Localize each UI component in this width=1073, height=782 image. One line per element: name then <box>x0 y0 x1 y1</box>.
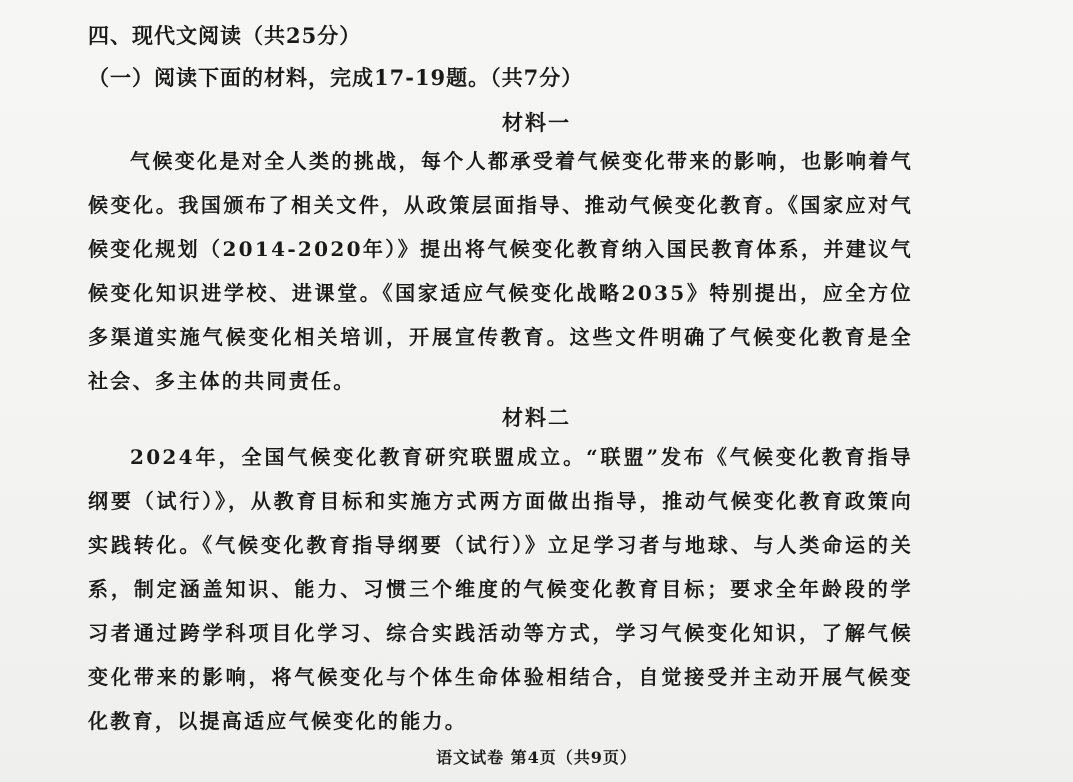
section-title: 四、现代文阅读（共25分） <box>88 23 362 48</box>
page-footer: 语文试卷 第4页（共9页） <box>436 748 637 767</box>
question-instruction: （一）阅读下面的材料，完成17-19题。（共7分） <box>88 65 584 90</box>
material-one-heading: 材料一 <box>502 110 571 135</box>
material-two-paragraph: 2024年，全国气候变化教育研究联盟成立。“联盟”发布《气候变化教育指导纲要（试行）》，从教育目标和实施方式两方面做出指导，推动气候变化教育政策向实践转化。《气候变化教育指导纲要（试行）》立足学习者与地球、与人类命运的关系，制定涵盖知识、能力、习惯三个维度的气候变化教育目标；要求全年龄段的学习者通过跨学科项目化学习、综合实践活动等方式，学习气候变化知识，了解气候变化带来的影响，将气候变化与个体生命体验相结合，自觉接受并主动开展气候变化教育，以提高适应气候变化的能力。 <box>88 445 913 733</box>
material-one-paragraph: 气候变化是对全人类的挑战，每个人都承受着气候变化带来的影响，也影响着气候变化。我国颁布了相关文件，从政策层面指导、推动气候变化教育。《国家应对气候变化规划（2014-2020年）》提出将气候变化教育纳入国民教育体系，并建议气候变化知识进学校、进课堂。《国家适应气候变化战略2035》特别提出，应全方位多渠道实施气候变化相关培训，开展宣传教育。这些文件明确了气候变化教育是全社会、多主体的共同责任。 <box>88 149 913 393</box>
material-two-heading: 材料二 <box>502 405 571 430</box>
